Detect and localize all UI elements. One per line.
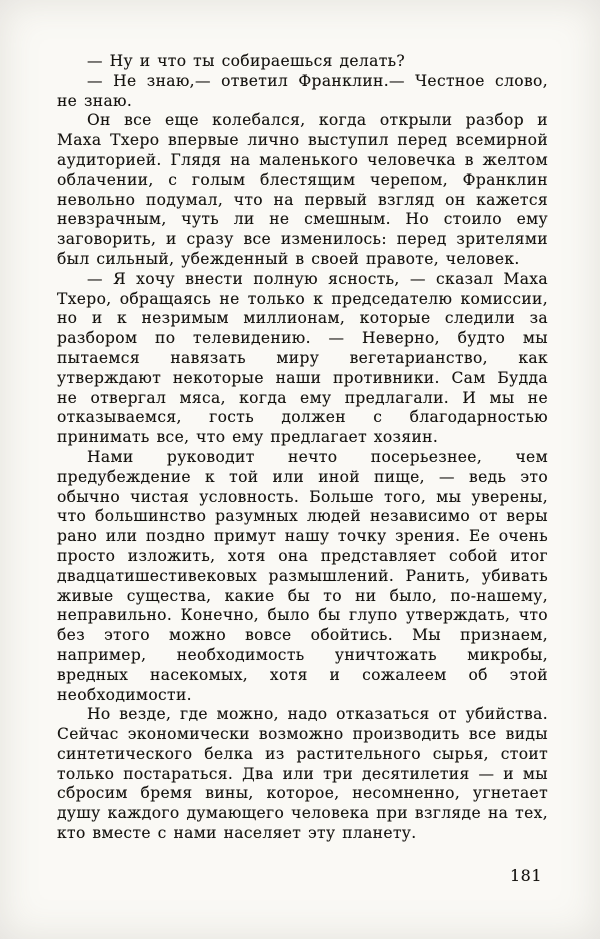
dialogue-paragraph: — Не знаю,— ответил Франклин.— Честное слово, не знаю. [57, 71, 548, 110]
text-block [57, 52, 548, 844]
body-paragraph: — Я хочу внести полную ясность, — сказал Маха Тхеро, обращаясь не только к председателю комиссии, но и к незримым миллионам, которые следили за разбором по телевидению. — Неверно, будто мы пытаемся навязать миру вегетарианство, как утверждают некоторые наши противники. Сам Будда не отвергал мяса, когда ему предлагали. И мы не отказываемся, гость должен с благодарностью принимать все, что ему предлагает хозяин. [57, 269, 548, 447]
body-paragraph: Но везде, где можно, надо отказаться от убийства. Сейчас экономически возможно производить все виды синтетического белка из растительного сырья, стоит только постараться. Два или три десятилетия — и мы сбросим бремя вины, которое, несомненно, угнетает душу каждого думающего человека при взгляде на тех, кто вместе с нами населяет эту планету. [57, 705, 548, 843]
page-number: 181 [509, 866, 542, 885]
body-paragraph: Нами руководит нечто посерьезнее, чем предубеждение к той или иной пище, — ведь это обычно чистая условность. Больше того, мы уверены, что большинство разумных людей независимо от веры рано или поздно примут нашу точку зрения. Ее очень просто изложить, хотя она представляет собой итог двадцатишестивековых размышлений. Ранить, убивать живые существа, какие бы то ни было, по-нашему, неправильно. Конечно, было бы глупо утверждать, что без этого можно вовсе обойтись. Мы признаем, например, необходимость уничтожать микробы, вредных насекомых, хотя и сожалеем об этой необходимости. [57, 447, 548, 704]
dialogue-paragraph: — Ну и что ты собираешься делать? [87, 52, 406, 70]
body-paragraph: Он все еще колебался, когда открыли разбор и Маха Тхеро впервые лично выступил перед всемирной аудиторией. Глядя на маленького человечка в желтом облачении, с голым блестящим черепом, Франклин невольно подумал, что на первый взгляд он кажется невзрачным, чуть ли не смешным. Но стоило ему заговорить, и сразу все изменилось: перед зрителями был сильный, убежденный в своей правоте, человек. [57, 111, 548, 268]
